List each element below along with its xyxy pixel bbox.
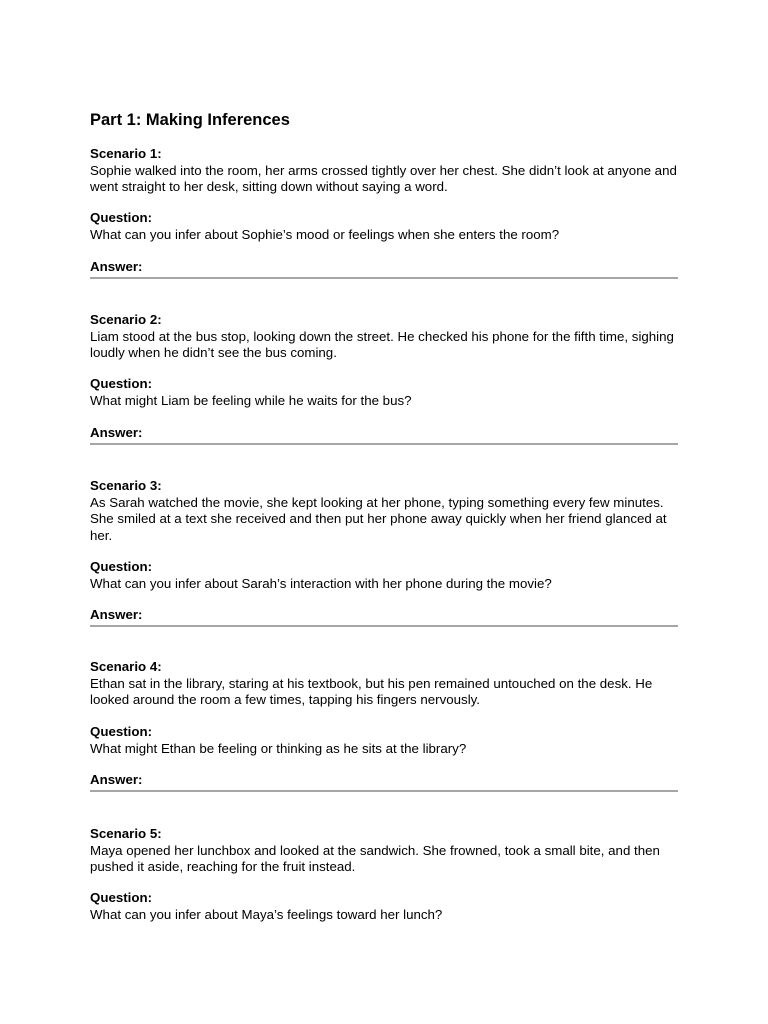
question-text: What can you infer about Maya’s feelings toward her lunch?: [90, 906, 443, 922]
question-2: [90, 376, 678, 409]
scenario-text: As Sarah watched the movie, she kept looking at her phone, typing something every few minutes. She smiled at a text she received and then put her phone away quickly when her friend glanced at her.: [90, 494, 667, 543]
question-label: Question:: [90, 890, 153, 905]
question-text: What might Ethan be feeling or thinking as he sits at the library?: [90, 740, 467, 756]
question-label: Question:: [90, 724, 153, 739]
scenario-label: Scenario 5:: [90, 826, 162, 841]
question-text: What can you infer about Sarah’s interaction with her phone during the movie?: [90, 575, 552, 591]
worksheet-page: [90, 0, 678, 1024]
scenario-5: [90, 826, 678, 876]
question-label: Question:: [90, 559, 153, 574]
answer-3: [90, 607, 678, 624]
question-text: What can you infer about Sophie’s mood or feelings when she enters the room?: [90, 226, 560, 242]
answer-label: Answer:: [90, 772, 143, 787]
question-3: [90, 559, 678, 592]
scenario-text: Liam stood at the bus stop, looking down the street. He checked his phone for the fifth time, sighing loudly when he didn’t see the bus coming.: [90, 328, 674, 361]
scenario-1: [90, 146, 678, 196]
scenario-text: Sophie walked into the room, her arms crossed tightly over her chest. She didn’t look at anyone and went straight to her desk, sitting down without saying a word.: [90, 162, 677, 195]
question-label: Question:: [90, 376, 153, 391]
answer-line-1[interactable]: [90, 277, 678, 279]
answer-line-2[interactable]: [90, 443, 678, 445]
question-text: What might Liam be feeling while he waits for the bus?: [90, 392, 412, 408]
scenario-label: Scenario 2:: [90, 312, 162, 327]
scenario-3: [90, 478, 678, 544]
answer-4: [90, 772, 678, 789]
scenario-text: Ethan sat in the library, staring at his textbook, but his pen remained untouched on the desk. He looked around the room a few times, tapping his fingers nervously.: [90, 675, 653, 708]
question-5: [90, 890, 678, 923]
scenario-4: [90, 659, 678, 709]
answer-label: Answer:: [90, 607, 143, 622]
scenario-2: [90, 312, 678, 362]
answer-line-3[interactable]: [90, 625, 678, 627]
scenario-label: Scenario 1:: [90, 146, 162, 161]
answer-label: Answer:: [90, 259, 143, 274]
scenario-label: Scenario 3:: [90, 478, 162, 493]
question-label: Question:: [90, 210, 153, 225]
scenario-label: Scenario 4:: [90, 659, 162, 674]
question-1: [90, 210, 678, 243]
scenario-text: Maya opened her lunchbox and looked at the sandwich. She frowned, took a small bite, and then pushed it aside, reaching for the fruit instead.: [90, 842, 660, 875]
answer-line-4[interactable]: [90, 790, 678, 792]
page-title: Part 1: Making Inferences: [90, 111, 290, 129]
answer-2: [90, 425, 678, 442]
answer-1: [90, 259, 678, 276]
answer-label: Answer:: [90, 425, 143, 440]
question-4: [90, 724, 678, 757]
